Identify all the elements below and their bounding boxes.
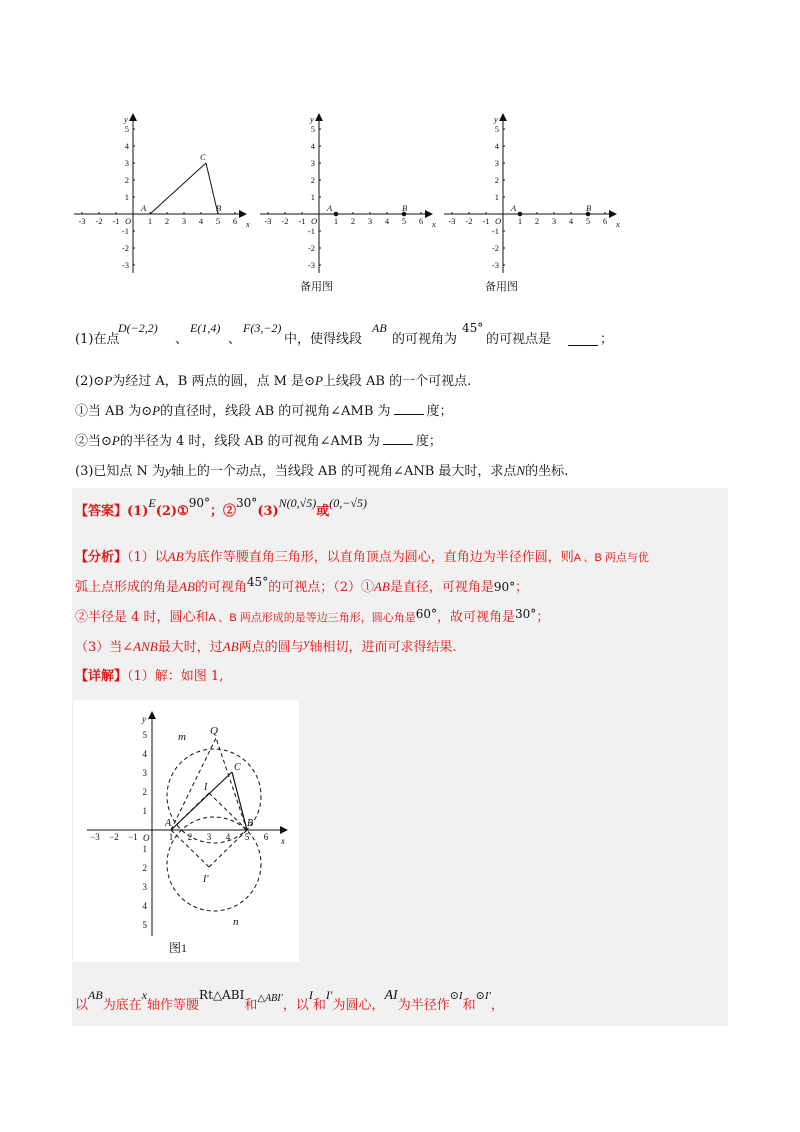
fig1-x-tick-label: 2 xyxy=(187,832,193,842)
analysis-label: 【分析】 xyxy=(75,550,128,565)
x-tick-label: 5 xyxy=(585,216,591,226)
x-tick-label: -1 xyxy=(298,216,306,226)
y-tick-label: -1 xyxy=(491,226,499,236)
fig1-A-label: A xyxy=(165,818,172,829)
fig1-caption: 图1 xyxy=(169,941,188,955)
y-tick-label: 3 xyxy=(494,158,499,168)
y-tick-label: 4 xyxy=(124,141,129,151)
q1-sep-1: 、 xyxy=(175,332,189,347)
fig1-x-tick-label: 3 xyxy=(206,832,212,842)
q1-sep-2: 、 xyxy=(228,332,242,347)
x-tick-label: -1 xyxy=(112,216,120,226)
x-tick-label: 2 xyxy=(164,216,170,226)
x-tick-label: 6 xyxy=(418,216,424,226)
spare-graph-caption-1: 备用图 xyxy=(300,281,333,293)
fig1-y-tick-label: 5 xyxy=(142,730,147,740)
y-tick-label: 5 xyxy=(310,124,315,134)
y-tick-label: 1 xyxy=(310,192,315,202)
segment-AC xyxy=(150,163,206,214)
q1-segment-AB: AB xyxy=(372,321,387,335)
fig1-origin: O xyxy=(143,833,150,843)
x-tick-label: 2 xyxy=(350,216,356,226)
detail-label: 【详解】 xyxy=(75,669,128,684)
fig1-y-tick-label: 2 xyxy=(142,787,147,797)
y-tick-label: -2 xyxy=(307,243,315,253)
y-tick-label: -1 xyxy=(121,226,129,236)
origin-label: O xyxy=(125,216,132,226)
q1-suffix: 的可视点是 xyxy=(486,332,552,347)
x-tick-label: -3 xyxy=(264,216,272,226)
answer-line: 【答案】(1)E(2)①90°；②30°(3)N(0,√5)或(0,−√5) xyxy=(75,496,367,519)
fig1-x-tick-label: 6 xyxy=(263,832,269,842)
origin-label: O xyxy=(495,216,502,226)
y-tick-label: 1 xyxy=(494,192,499,202)
q1-end: ； xyxy=(600,332,614,347)
fig1-x-tick-label: −1 xyxy=(128,832,138,842)
fig1-x-tick-label: 1 xyxy=(168,832,174,842)
fig1-y-tick-label-neg: 1 xyxy=(142,844,147,854)
x-tick-label: -3 xyxy=(448,216,456,226)
q1-point-F: F(3,−2) xyxy=(243,321,282,335)
x-tick-label: 3 xyxy=(181,216,187,226)
q2-sub1: ①当 AB 为⊙P的直径时，线段 AB 的可视角∠AMB 为 度； xyxy=(75,403,453,419)
q2-sub2: ②当⊙P的半径为 4 时，线段 AB 的可视角∠AMB 为 度； xyxy=(75,433,442,449)
fig1-y-tick-label-neg: 4 xyxy=(142,901,147,911)
x-tick-label: 4 xyxy=(198,216,204,226)
point-A-label: A xyxy=(141,203,147,213)
y-tick-label: 3 xyxy=(310,158,315,168)
origin-label: O xyxy=(311,216,318,226)
x-tick-label: 1 xyxy=(333,216,339,226)
fig1-x-tick-label: −2 xyxy=(109,832,119,842)
y-tick-label: 4 xyxy=(310,141,315,151)
y-tick-label: -2 xyxy=(121,243,129,253)
fig1-n-label: n xyxy=(233,916,239,928)
fig1-y-label: y xyxy=(142,714,146,724)
spare-graph-caption-2: 备用图 xyxy=(485,281,518,293)
fig1-y-tick-label: 3 xyxy=(142,768,147,778)
fig1-y-tick-label-neg: 2 xyxy=(142,863,147,873)
x-tick-label: -2 xyxy=(465,216,473,226)
dash-BI xyxy=(209,793,247,830)
seg-AC xyxy=(171,772,232,830)
x-tick-label: 3 xyxy=(551,216,557,226)
x-tick-label: 4 xyxy=(568,216,574,226)
x-tick-label: 6 xyxy=(602,216,608,226)
x-tick-label: -2 xyxy=(95,216,103,226)
analysis-line2: 弧上点形成的角是AB的可视角45°的可视点；（2）①AB是直径，可视角是90°； xyxy=(75,575,529,595)
x-tick-label: 5 xyxy=(401,216,407,226)
y-tick-label: -1 xyxy=(307,226,315,236)
y-tick-label: -3 xyxy=(307,260,315,270)
y-tick-label: 5 xyxy=(494,124,499,134)
fig1-y-tick-label: 1 xyxy=(142,806,147,816)
fig1-x-tick-label: −3 xyxy=(90,832,100,842)
q2-sub1-blank[interactable] xyxy=(394,402,424,415)
coordinate-graphs xyxy=(68,108,638,303)
dash-BQ xyxy=(216,738,247,830)
graph-spare-1 xyxy=(260,114,432,273)
analysis-line4: （3）当∠ANB最大时，过AB两点的圆与y轴相切，进而可求得结果. xyxy=(75,635,457,655)
point-B-label: B xyxy=(586,203,592,213)
x-axis-label: x xyxy=(616,219,620,229)
y-tick-label: 2 xyxy=(494,175,499,185)
x-tick-label: 4 xyxy=(384,216,390,226)
y-tick-label: 2 xyxy=(124,175,129,185)
y-axis-label: y xyxy=(310,114,314,124)
y-tick-label: 3 xyxy=(124,158,129,168)
fig1-y-tick-label-neg: 5 xyxy=(142,920,147,930)
y-tick-label: 4 xyxy=(494,141,499,151)
fig1-x-tick-label: 4 xyxy=(225,832,231,842)
fig1-m-label: m xyxy=(178,731,186,743)
x-tick-label: 1 xyxy=(147,216,153,226)
detail-line: 【详解】（1）解：如图 1, xyxy=(75,669,224,684)
fig1-Q-label: Q xyxy=(210,725,218,737)
fig1-x-label: x xyxy=(281,836,285,846)
answer-label: 【答案】 xyxy=(75,504,128,519)
y-axis-label: y xyxy=(124,114,128,124)
point-A-label: A xyxy=(511,203,517,213)
x-tick-label: 6 xyxy=(232,216,238,226)
point-B-label: B xyxy=(216,203,222,213)
q1-answer-blank[interactable] xyxy=(565,331,601,350)
bottom-line: 以AB为底在x轴作等腰Rt△ABI和$^{\triangle ABI'}$，以I和I′为圆心，AI为半径作$^{⊙I}$和$^{⊙I'}$， xyxy=(75,988,504,1013)
y-axis-label: y xyxy=(494,114,498,124)
fig1-y-tick-label: 4 xyxy=(142,749,147,759)
analysis-line1: 【分析】（1）以AB为底作等腰直角三角形，以直角顶点为圆心，直角边为半径作圆，则A 、B 两点与优 xyxy=(75,549,649,565)
x-tick-label: 1 xyxy=(517,216,523,226)
fig1-x-tick-label: 5 xyxy=(244,832,250,842)
y-tick-label: -3 xyxy=(121,260,129,270)
q3-text: (3)已知点 N 为y轴上的一个动点，当线段 AB 的可视角∠ANB 最大时，求点N的坐标. xyxy=(75,463,569,479)
analysis-line3: ②半径是 4 时，圆心和A 、B 两点形成的是等边三角形，圆心角是60°，故可视角是30°； xyxy=(75,607,550,625)
x-tick-label: -1 xyxy=(482,216,490,226)
q1-point-E: E(1,4) xyxy=(190,321,221,335)
x-tick-label: 3 xyxy=(367,216,373,226)
y-tick-label: 2 xyxy=(310,175,315,185)
q1-angle-45: 45° xyxy=(462,321,484,335)
q1-prefix: (1)在点 xyxy=(75,332,120,347)
figure-1 xyxy=(73,700,299,962)
point-A-label: A xyxy=(327,203,333,213)
point-B-label: B xyxy=(402,203,408,213)
dash-AQ xyxy=(171,738,216,830)
circle-P: ⊙P xyxy=(93,373,113,388)
x-axis-label: x xyxy=(246,219,250,229)
q2-line1: (2)⊙P为经过 A，B 两点的圆，点 M 是⊙P上线段 AB 的一个可视点. xyxy=(75,373,472,389)
fig1-C-label: C xyxy=(234,762,241,773)
x-axis-label: x xyxy=(432,219,436,229)
q1-middle: 中，使得线段 xyxy=(284,332,363,347)
y-tick-label: 1 xyxy=(124,192,129,202)
q2-sub2-blank[interactable] xyxy=(383,432,413,445)
y-tick-label: 5 xyxy=(124,124,129,134)
x-tick-label: 2 xyxy=(534,216,540,226)
x-tick-label: -3 xyxy=(78,216,86,226)
graph-main xyxy=(74,114,246,273)
q1-point-D: D(−2,2) xyxy=(118,321,158,335)
fig1-B-label: B xyxy=(247,818,254,829)
y-tick-label: -2 xyxy=(491,243,499,253)
q1-angle-text: 的可视角为 xyxy=(392,332,458,347)
x-tick-label: 5 xyxy=(215,216,221,226)
fig1-I-label: I xyxy=(204,782,208,793)
fig1-y-tick-label-neg: 3 xyxy=(142,882,147,892)
x-tick-label: -2 xyxy=(281,216,289,226)
fig1-Iprime-label: I′ xyxy=(203,874,209,885)
point-C-label: C xyxy=(200,152,206,162)
graph-spare-2 xyxy=(444,114,616,273)
y-tick-label: -3 xyxy=(491,260,499,270)
